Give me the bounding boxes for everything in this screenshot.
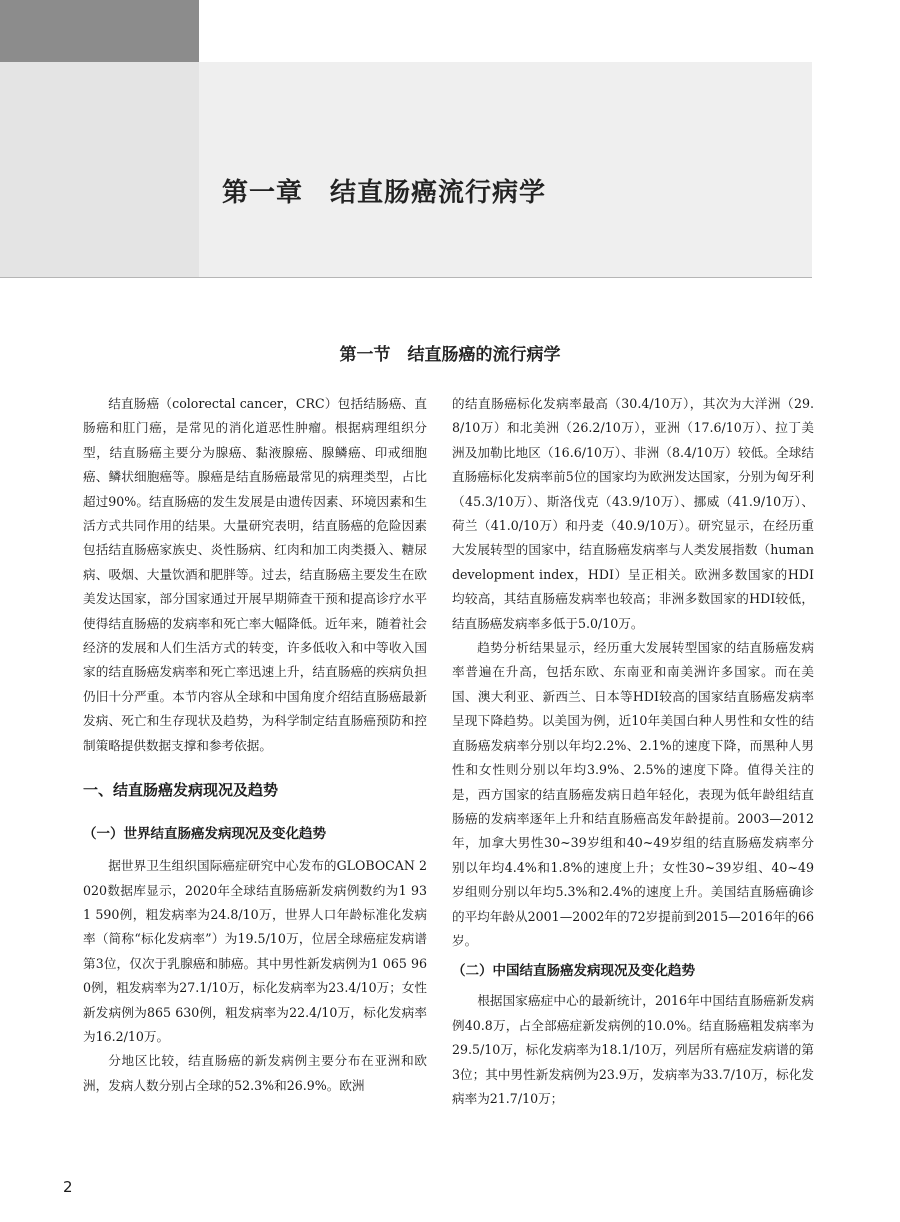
left-column — [83, 392, 427, 1098]
trend-paragraph: 趋势分析结果显示，经历重大发展转型国家的结直肠癌发病率普遍在升高，包括东欧、东南亚和南美洲许多国家。而在美国、澳大利亚、新西兰、日本等HDI较高的国家结直肠癌发病率呈现下降趋势。以美国为例，近10年美国白种人男性和女性的结直肠癌发病率分别以年均2.2%、2.1%的速度下降，而黑种人男性和女性则分别以年均3.9%、2.5%的速度下降。值得关注的是，西方国家的结直肠癌发病日趋年轻化，表现为低年龄组结直肠癌的发病率逐年上升和结直肠癌高发年龄提前。2003—2012年，加拿大男性30~39岁组和40~49岁组的结直肠癌发病率分别以年均4.4%和1.8%的速度上升；女性30~39岁组、40~49岁组则分别以年均5.3%和2.4%的速度上升。美国结直肠癌确诊的平均年龄从2001—2002年的72岁提前到2015—2016年的66岁。 — [452, 640, 814, 948]
heading-world-incidence: （一）世界结直肠癌发病现况及变化趋势 — [83, 826, 326, 843]
intro-paragraph: 结直肠癌（colorectal cancer，CRC）包括结肠癌、直肠癌和肛门癌，是常见的消化道恶性肿瘤。根据病理组织分型，结直肠癌主要分为腺癌、黏液腺癌、腺鳞癌、印戒细胞癌、鳞状细胞癌等。腺癌是结直肠癌最常见的病理类型，占比超过90%。结直肠癌的发生发展是由遗传因素、环境因素和生活方式共同作用的结果。大量研究表明，结直肠癌的危险因素包括结直肠癌家族史、炎性肠病、红肉和加工肉类摄入、糖尿病、吸烟、大量饮酒和肥胖等。过去，结直肠癌主要发生在欧美发达国家，部分国家通过开展早期筛查干预和提高诊疗水平使得结直肠癌的发病率和死亡率大幅降低。近年来，随着社会经济的发展和人们生活方式的转变，许多低收入和中等收入国家的结直肠癌发病率和死亡率迅速上升，结直肠癌的疾病负担仍旧十分严重。本节内容从全球和中国角度介绍结直肠癌最新发病、死亡和生存现状及趋势，为科学制定结直肠癌预防和控制策略提供数据支撑和参考依据。 — [83, 396, 427, 753]
page-number: 2 — [63, 1178, 73, 1196]
corner-decoration — [0, 0, 199, 62]
heading-china-incidence: （二）中国结直肠癌发病现况及变化趋势 — [452, 963, 695, 980]
section-title: 第一节 结直肠癌的流行病学 — [339, 345, 561, 365]
region-paragraph-continued: 的结直肠癌标化发病率最高（30.4/10万），其次为大洋洲（29.8/10万）和北美洲（26.2/10万），亚洲（17.6/10万）、拉丁美洲及加勒比地区（16.6/10万）、非洲（8.4/10万）较低。全球结直肠癌标化发病率前5位的国家均为欧洲发达国家，分别为匈牙利（45.3/10万）、斯洛伐克（43.9/10万）、挪威（41.9/10万）、荷兰（41.0/10万）和丹麦（40.9/10万）。研究显示，在经历重大发展转型的国家中，结直肠癌发病率与人类发展指数（human development index，HDI）呈正相关。欧洲多数国家的HDI均较高，其结直肠癌发病率也较高；非洲多数国家的HDI较低，结直肠癌发病率多低于5.0/10万。 — [452, 396, 814, 631]
right-column — [452, 392, 814, 1111]
globocan-paragraph: 据世界卫生组织国际癌症研究中心发布的GLOBOCAN 2020数据库显示，2020年全球结直肠癌新发病例数约为1 931 590例，粗发病率为24.8/10万，世界人口年龄标准化发病率（简称“标化发病率”）为19.5/10万，位居全球癌症发病谱第3位，仅次于乳腺癌和肺癌。其中男性新发病例为1 065 960例，粗发病率为27.1/10万，标化发病率为23.4/10万；女性新发病例为865 630例，粗发病率为22.4/10万，标化发病率为16.2/10万。 — [83, 858, 427, 1044]
chapter-header-rule — [0, 277, 812, 278]
chapter-title: 第一章 结直肠癌流行病学 — [222, 178, 547, 208]
china-paragraph: 根据国家癌症中心的最新统计，2016年中国结直肠癌新发病例40.8万，占全部癌症新发病例的10.0%。结直肠癌粗发病率为29.5/10万，标化发病率为18.1/10万，列居所有癌症发病谱的第3位；其中男性新发病例为23.9万，发病率为33.7/10万，标化发病率为21.7/10万； — [452, 993, 814, 1106]
region-paragraph-start: 分地区比较，结直肠癌的新发病例主要分布在亚洲和欧洲，发病人数分别占全球的52.3%和26.9%。欧洲 — [83, 1053, 427, 1093]
heading-incidence: 一、结直肠癌发病现况及趋势 — [83, 781, 279, 800]
chapter-header-left-panel — [0, 62, 199, 278]
